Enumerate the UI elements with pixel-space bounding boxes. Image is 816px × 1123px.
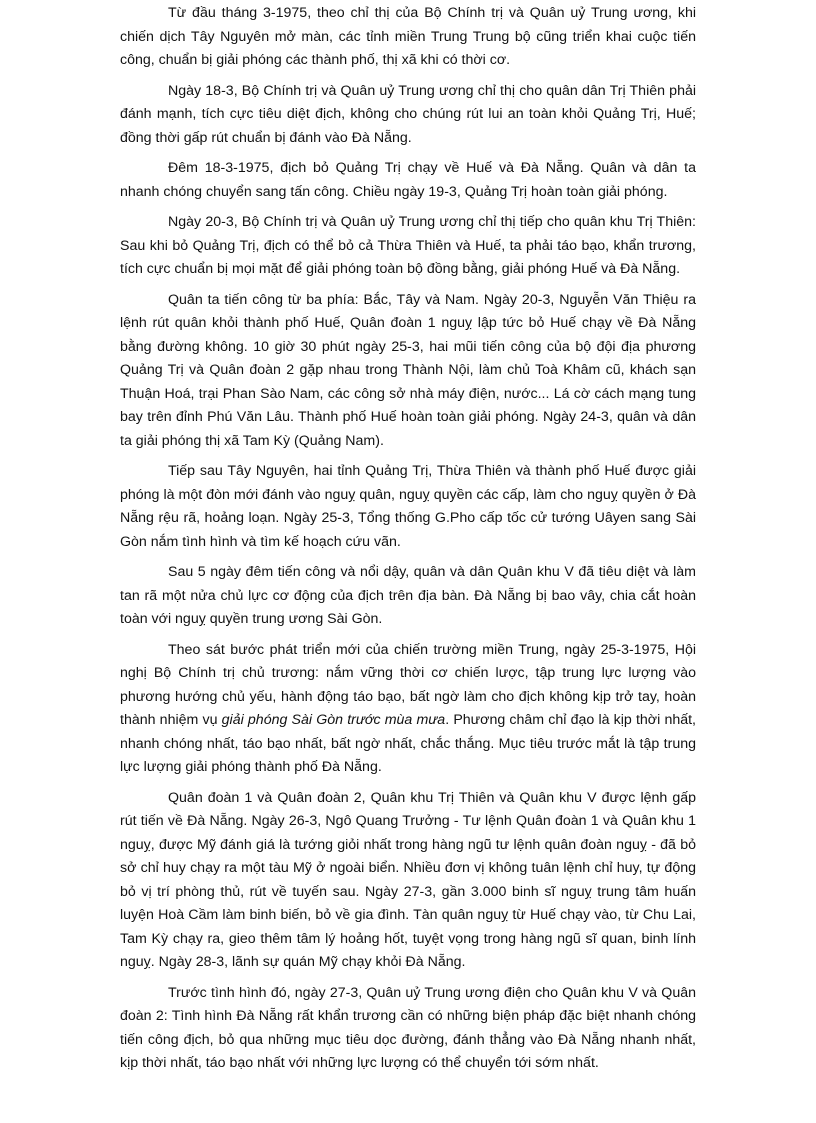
paragraph: Ngày 20-3, Bộ Chính trị và Quân uỷ Trung ương chỉ thị tiếp cho quân khu Trị Thiên: Sau khi bỏ Quảng Trị, địch có thể bỏ cả Thừa Thiên và Huế, ta phải táo bạo, khẩn trương, tích cực chuẩn bị mọi mặt để giải phóng toàn bộ đồng bằng, giải phóng Huế và Đà Nẵng. (120, 214, 696, 277)
paragraph: Quân đoàn 1 và Quân đoàn 2, Quân khu Trị Thiên và Quân khu V được lệnh gấp rút tiến về Đà Nẵng. Ngày 26-3, Ngô Quang Trưởng - Tư lệnh Quân đoàn 1 và Quân khu 1 nguỵ, được Mỹ đánh giá là tướng giỏi nhất trong hàng ngũ tư lệnh quân đoàn nguỵ - đã bỏ sở chỉ huy chạy ra một tàu Mỹ ở ngoài biển. Nhiều đơn vị không tuân lệnh chỉ huy, tự động bỏ vị trí phòng thủ, rút về tuyến sau. Ngày 27-3, gần 3.000 binh sĩ nguỵ trung tâm huấn luyện Hoà Cầm làm binh biến, bỏ về gia đình. Tàn quân nguỵ từ Huế chạy vào, từ Chu Lai, Tam Kỳ chạy ra, gieo thêm tâm lý hoảng hốt, tuyệt vọng trong hàng ngũ sĩ quan, binh lính nguỵ. Ngày 28-3, lãnh sự quán Mỹ chạy khỏi Đà Nẵng. (120, 789, 696, 970)
paragraph: Từ đầu tháng 3-1975, theo chỉ thị của Bộ Chính trị và Quân uỷ Trung ương, khi chiến dịch Tây Nguyên mở màn, các tỉnh miền Trung Trung bộ cũng triển khai cuộc tiến công, chuẩn bị giải phóng các thành phố, thị xã khi có thời cơ. (120, 5, 696, 68)
paragraph: Trước tình hình đó, ngày 27-3, Quân uỷ Trung ương điện cho Quân khu V và Quân đoàn 2: Tình hình Đà Nẵng rất khẩn trương cần có những biện pháp đặc biệt nhanh chóng tiến công địch, bỏ qua những mục tiêu dọc đường, đánh thẳng vào Đà Nẵng nhanh nhất, kịp thời nhất, táo bạo nhất với những lực lượng có thể chuyển tới sớm nhất. (120, 984, 696, 1071)
paragraph: Tiếp sau Tây Nguyên, hai tỉnh Quảng Trị, Thừa Thiên và thành phố Huế được giải phóng là một đòn mới đánh vào nguỵ quân, nguỵ quyền các cấp, làm cho nguỵ quyền ở Đà Nẵng rệu rã, hoảng loạn. Ngày 25-3, Tổng thống G.Pho cấp tốc cử tướng Uâyen sang Sài Gòn nắm tình hình và tìm kế hoạch cứu vãn. (120, 463, 696, 550)
paragraph-text: Theo sát bước phát triển mới của chiến trường miền Trung, ngày 25-3-1975, Hội nghị Bộ Chính trị chủ trương: nắm vững thời cơ chiến lược, tập trung lực lượng vào phương hướng chủ yếu, hành động táo bạo, bất ngờ làm cho địch không kịp trở tay, hoàn thành nhiệm vụ (120, 641, 696, 728)
paragraph (120, 639, 696, 780)
paragraph: Đêm 18-3-1975, địch bỏ Quảng Trị chạy về Huế và Đà Nẵng. Quân và dân ta nhanh chóng chuyển sang tấn công. Chiều ngày 19-3, Quảng Trị hoàn toàn giải phóng. (120, 160, 696, 200)
emphasis-text: giải phóng Sài Gòn trước mùa mưa (221, 712, 446, 728)
document-page (120, 2, 696, 1076)
paragraph: Sau 5 ngày đêm tiến công và nổi dậy, quân và dân Quân khu V đã tiêu diệt và làm tan rã một nửa chủ lực cơ động của địch trên địa bàn. Đà Nẵng bị bao vây, chia cắt hoàn toàn với nguỵ quyền trung ương Sài Gòn. (120, 564, 696, 627)
paragraph: Ngày 18-3, Bộ Chính trị và Quân uỷ Trung ương chỉ thị cho quân dân Trị Thiên phải đánh mạnh, tích cực tiêu diệt địch, không cho chúng rút lui an toàn khỏi Quảng Trị, Huế; đồng thời gấp rút chuẩn bị đánh vào Đà Nẵng. (120, 82, 696, 146)
paragraph: Quân ta tiến công từ ba phía: Bắc, Tây và Nam. Ngày 20-3, Nguyễn Văn Thiệu ra lệnh rút quân khỏi thành phố Huế, Quân đoàn 1 nguỵ lập tức bỏ Huế chạy về Đà Nẵng bằng đường không. 10 giờ 30 phút ngày 25-3, hai mũi tiến công của bộ đội địa phương Quảng Trị và Quân đoàn 2 gặp nhau trong Thành Nội, làm chủ Toà Khâm cũ, khách sạn Thuận Hoá, trại Phan Sào Nam, các công sở nhà máy điện, nước... Lá cờ cách mạng tung bay trên đỉnh Phú Văn Lâu. Thành phố Huế hoàn toàn giải phóng. Ngày 24-3, quân và dân ta giải phóng thị xã Tam Kỳ (Quảng Nam). (120, 291, 696, 449)
paragraph-text: . Phương châm chỉ đạo là kịp thời nhất, nhanh chóng nhất, táo bạo nhất, bất ngờ nhất, chắc thắng. Mục tiêu trước mắt là tập trung lực lượng giải phóng thành phố Đà Nẵng. (120, 712, 696, 775)
